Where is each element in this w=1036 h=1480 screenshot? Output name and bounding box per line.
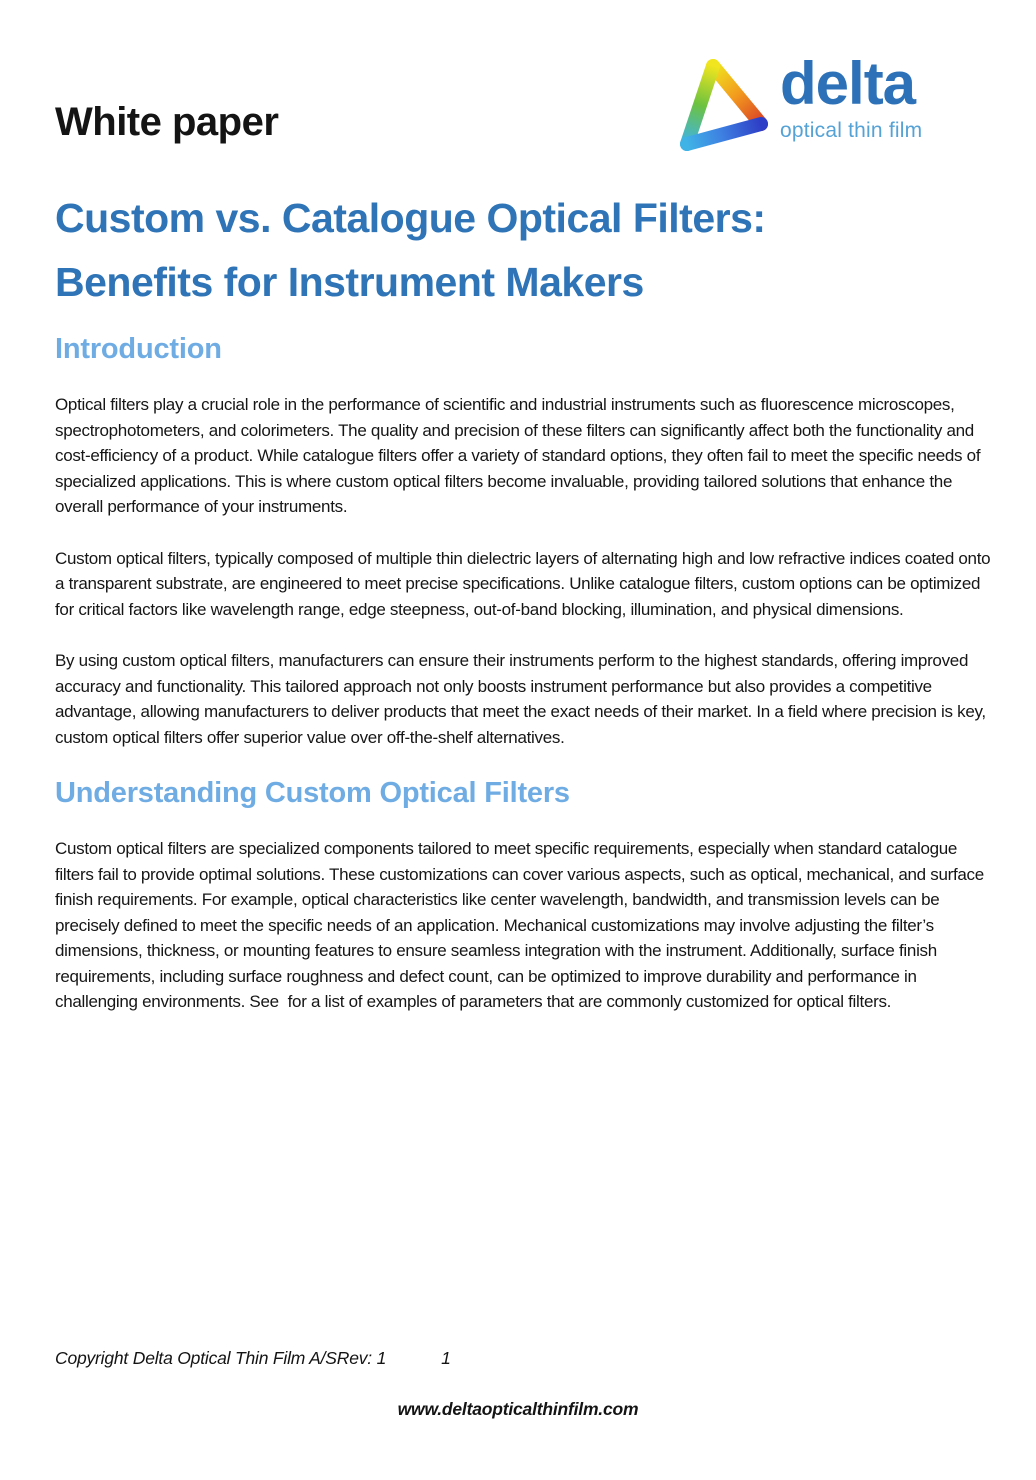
- copyright-text: Copyright Delta Optical Thin Film A/S: [55, 1348, 337, 1368]
- introduction-paragraph-2: Custom optical filters, typically composed of multiple thin dielectric layers of alternating high and low refractive indices coated onto a transparent substrate, are engineered to meet precise specifications. Unlike catalogue filters, custom options can be optimized for critical factors like wavelength range, edge steepness, out-of-band blocking, illumination, and physical dimensions.: [55, 548, 995, 619]
- document-title-line1: Custom vs. Catalogue Optical Filters:: [55, 195, 766, 241]
- section-heading-introduction: Introduction: [55, 333, 222, 365]
- logo-tagline-text: optical thin film: [780, 119, 923, 142]
- logo-brand-text: delta: [780, 50, 916, 117]
- understanding-paragraph-1: Custom optical filters are specialized components tailored to meet specific requirements, especially when standard catalogue filters fail to provide optimal solutions. These customizations can cover various aspects, such as optical, mechanical, and surface finish requirements. For example, optical characteristics like center wavelength, bandwidth, and transmission levels can be precisely defined to meet the specific needs of an application. Mechanical customizations may involve adjusting the filter’s dimensions, thickness, or mounting features to ensure seamless integration with the instrument. Additionally, surface finish requirements, including surface roughness and defect count, can be optimized to improve durability and performance in challenging environments. See for a list of examples of parameters that are commonly customized for optical filters.: [55, 839, 989, 1011]
- footer-copyright-line: [55, 1348, 451, 1369]
- introduction-paragraph-1: Optical filters play a crucial role in the performance of scientific and industrial instruments such as fluorescence microscopes, spectrophotometers, and colorimeters. The quality and precision of these filters can significantly affect both the functionality and cost-efficiency of a product. While catalogue filters offer a variety of standard options, they often fail to meet the specific needs of specialized applications. This is where custom optical filters become invaluable, providing tailored solutions that enhance the overall performance of your instruments.: [55, 395, 985, 516]
- introduction-paragraph-3: By using custom optical filters, manufacturers can ensure their instruments perform to the highest standards, offering improved accuracy and functionality. This tailored approach not only boosts instrument performance but also provides a competitive advantage, allowing manufacturers to deliver products that meet the exact needs of their market. In a field where precision is key, custom optical filters offer superior value over off-the-shelf alternatives.: [55, 651, 991, 747]
- company-logo: [676, 52, 922, 162]
- page-number: 1: [441, 1348, 451, 1368]
- logo-text: [780, 50, 923, 143]
- document-body: [55, 332, 993, 1041]
- section-heading-understanding-custom-optical-filters: Understanding Custom Optical Filters: [55, 777, 570, 809]
- revision-text: Rev: 1: [336, 1348, 387, 1368]
- document-title-line2: Benefits for Instrument Makers: [55, 259, 644, 305]
- document-kicker: White paper: [55, 100, 279, 144]
- website-url: www.deltaopticalthinfilm.com: [397, 1399, 639, 1419]
- delta-triangle-icon: [676, 52, 770, 162]
- document-title: [55, 186, 766, 314]
